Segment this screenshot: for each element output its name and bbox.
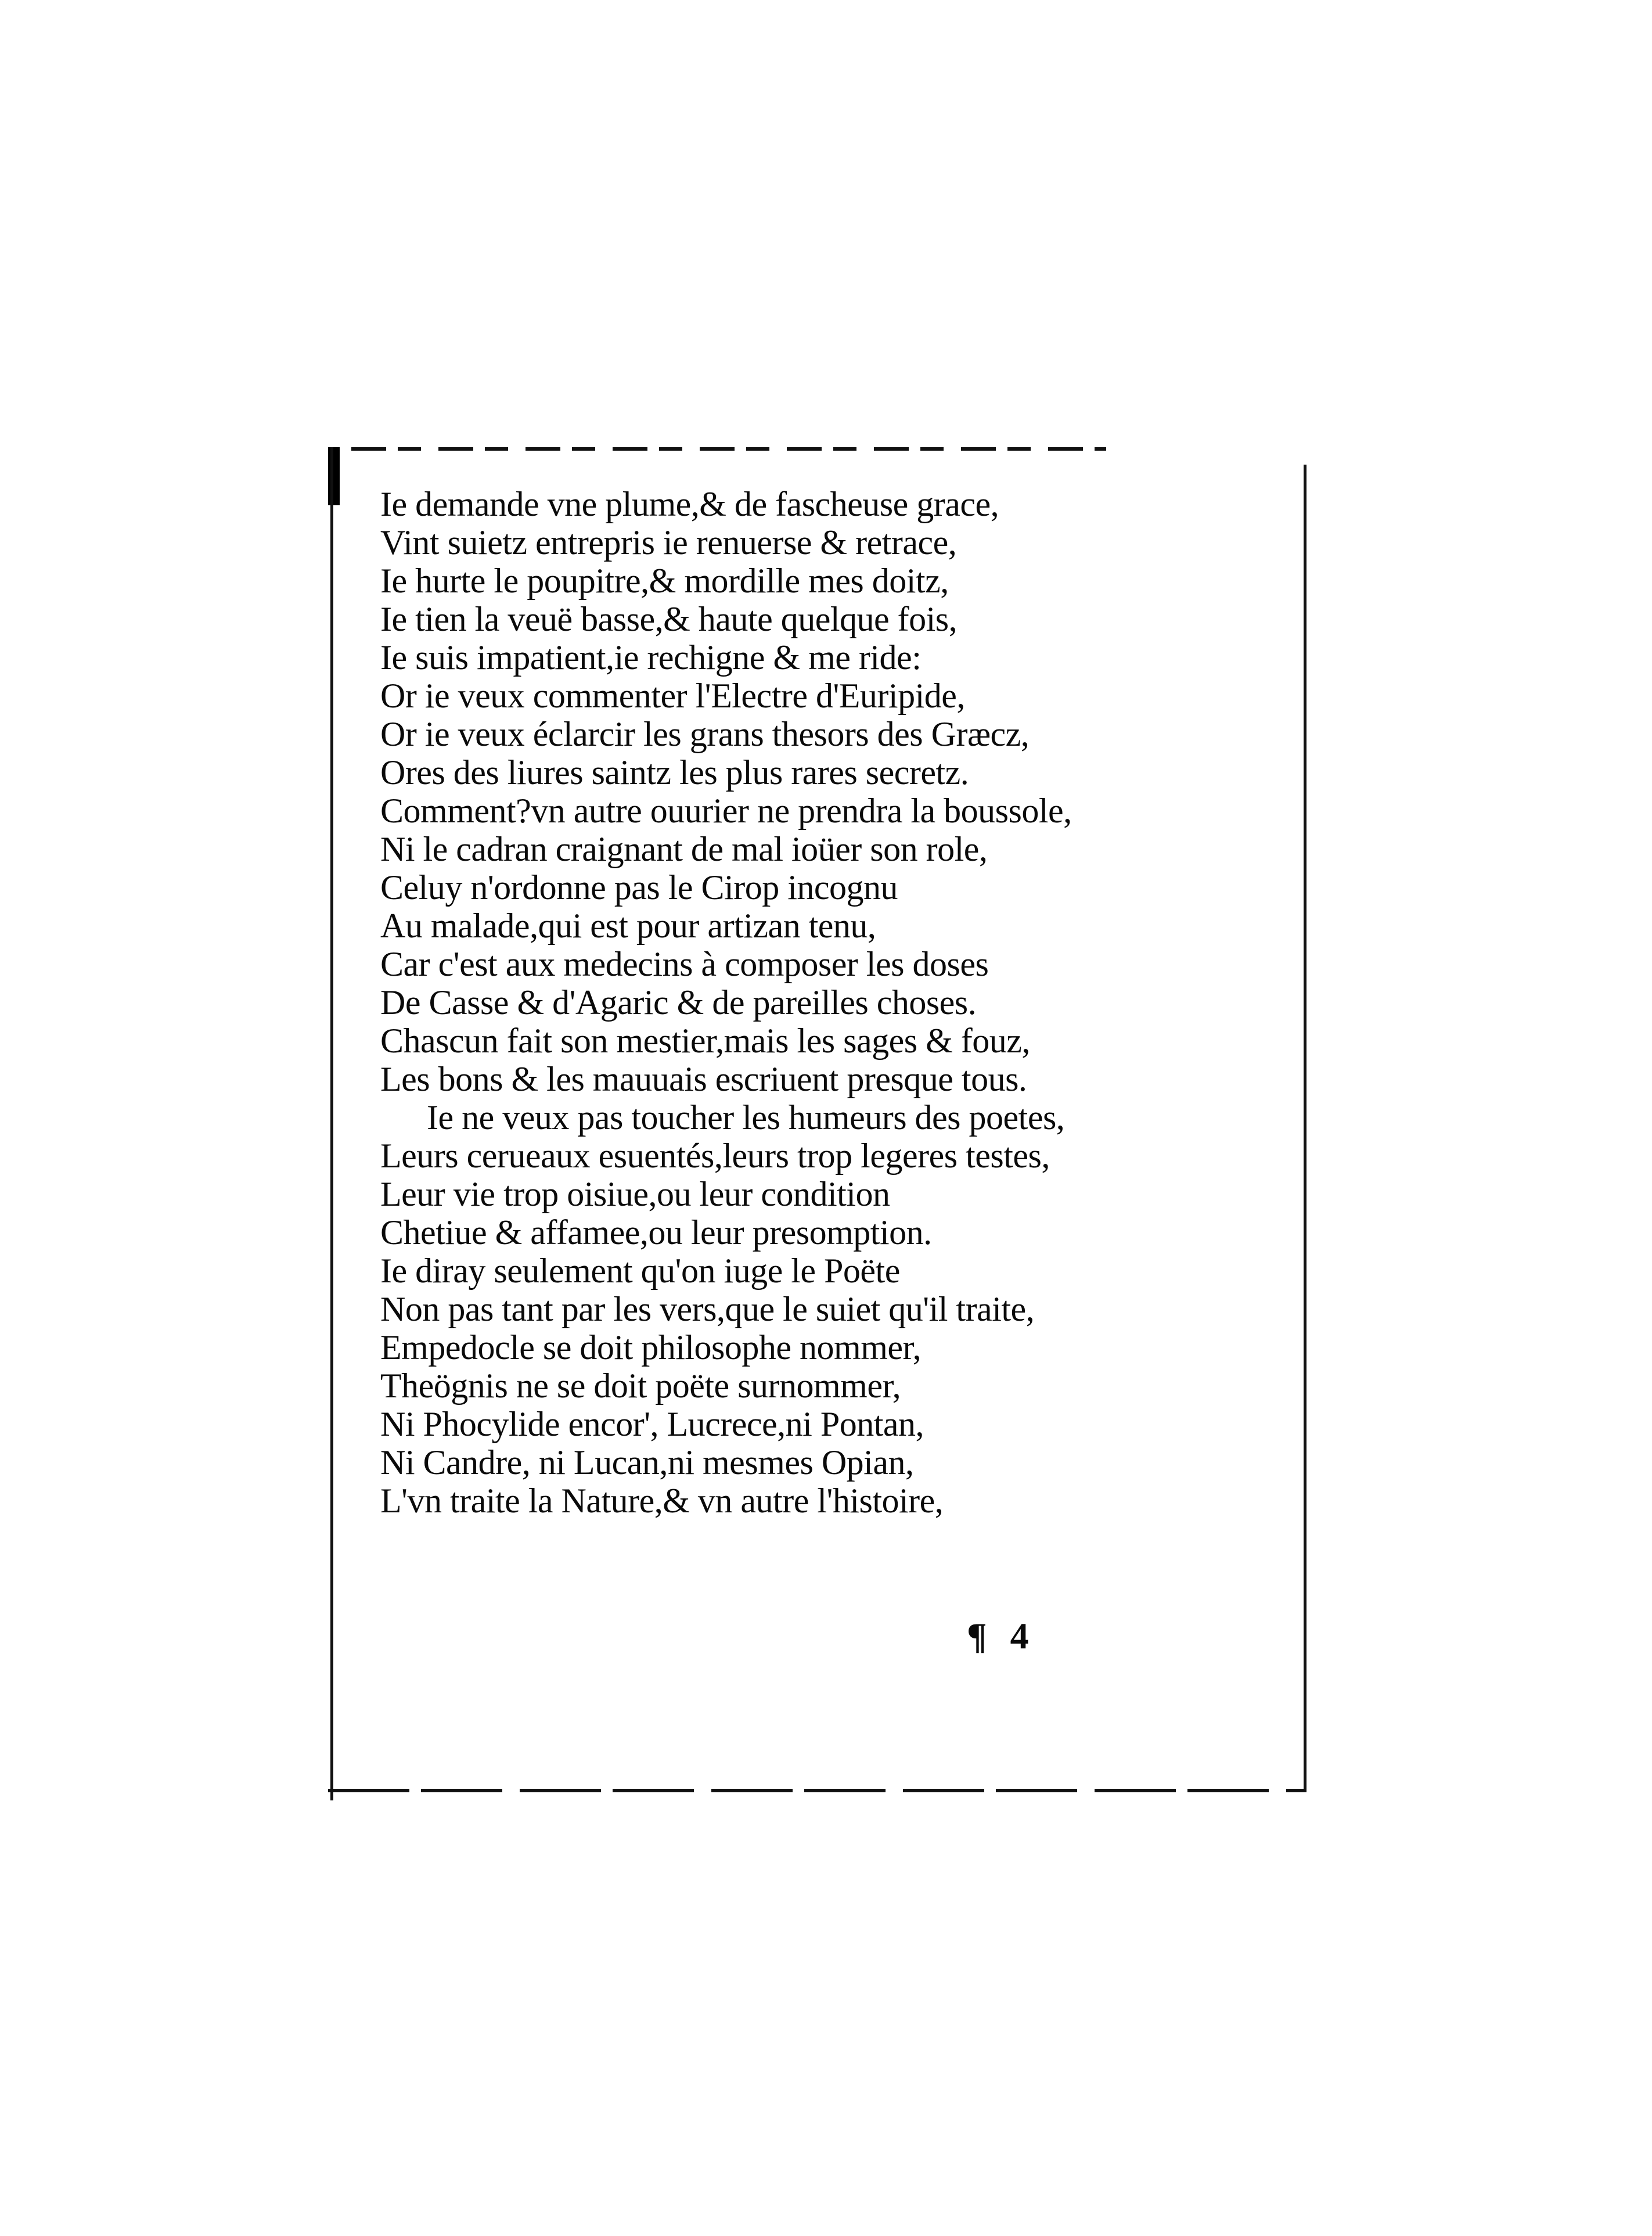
page-frame	[328, 447, 1315, 1812]
verse-line: Les bons & les mauuais escriuent presque tous.	[380, 1060, 1027, 1098]
verse-line: Celuy n'ordonne pas le Cirop incognu	[380, 868, 898, 907]
verse-line: Non pas tant par les vers,que le suiet qu'il traite,	[380, 1290, 1035, 1328]
verse-line: Ni Candre, ni Lucan,ni mesmes Opian,	[380, 1443, 914, 1482]
verse-line: Ni le cadran craignant de mal ioüer son role,	[380, 830, 988, 868]
verse-line: Ie ne veux pas toucher les humeurs des poetes,	[427, 1098, 1065, 1137]
frame-left-mark	[328, 447, 340, 505]
verse-line: De Casse & d'Agaric & de pareilles choses.	[380, 983, 977, 1022]
verse-line: Leur vie trop oisiue,ou leur condition	[380, 1175, 890, 1213]
verse-line: Ni Phocylide encor', Lucrece,ni Pontan,	[380, 1405, 924, 1443]
verse-line: Leurs cerueaux esuentés,leurs trop legeres testes,	[380, 1137, 1050, 1175]
frame-bottom-border	[328, 1789, 1307, 1792]
verse-line: Or ie veux éclarcir les grans thesors des Græcz,	[380, 715, 1030, 753]
verse-line: Empedocle se doit philosophe nommer,	[380, 1328, 922, 1367]
verse-line: Ie suis impatient,ie rechigne & me ride:	[380, 638, 922, 677]
verse-line: Comment?vn autre ouurier ne prendra la boussole,	[380, 792, 1072, 830]
verse-line: Theögnis ne se doit poëte surnommer,	[380, 1367, 901, 1405]
verse-line: L'vn traite la Nature,& vn autre l'histoire,	[380, 1482, 944, 1520]
verse-text	[380, 485, 1286, 1520]
frame-right-border	[1304, 465, 1307, 1789]
verse-line: Au malade,qui est pour artizan tenu,	[380, 907, 876, 945]
verse-line: Ie demande vne plume,& de fascheuse grace,	[380, 485, 999, 523]
verse-line: Chascun fait son mestier,mais les sages & fouz,	[380, 1022, 1030, 1060]
verse-line: Vint suietz entrepris ie renuerse & retrace,	[380, 523, 957, 562]
frame-left-border	[330, 447, 333, 1800]
verse-line: Chetiue & affamee,ou leur presomption.	[380, 1213, 932, 1252]
verse-line: Car c'est aux medecins à composer les doses	[380, 945, 989, 983]
verse-line: Ie diray seulement qu'on iuge le Poëte	[380, 1252, 900, 1290]
verse-line: Ores des liures saintz les plus rares secretz.	[380, 753, 969, 792]
pilcrow-mark: ¶	[967, 1615, 987, 1656]
verse-line: Ie tien la veuë basse,& haute quelque fois,	[380, 600, 958, 638]
signature-mark	[967, 1615, 1052, 1658]
signature-number: 4	[1010, 1615, 1029, 1656]
frame-top-border	[351, 447, 1106, 451]
verse-line: Or ie veux commenter l'Electre d'Euripide,	[380, 677, 965, 715]
verse-line: Ie hurte le poupitre,& mordille mes doitz,	[380, 562, 949, 600]
